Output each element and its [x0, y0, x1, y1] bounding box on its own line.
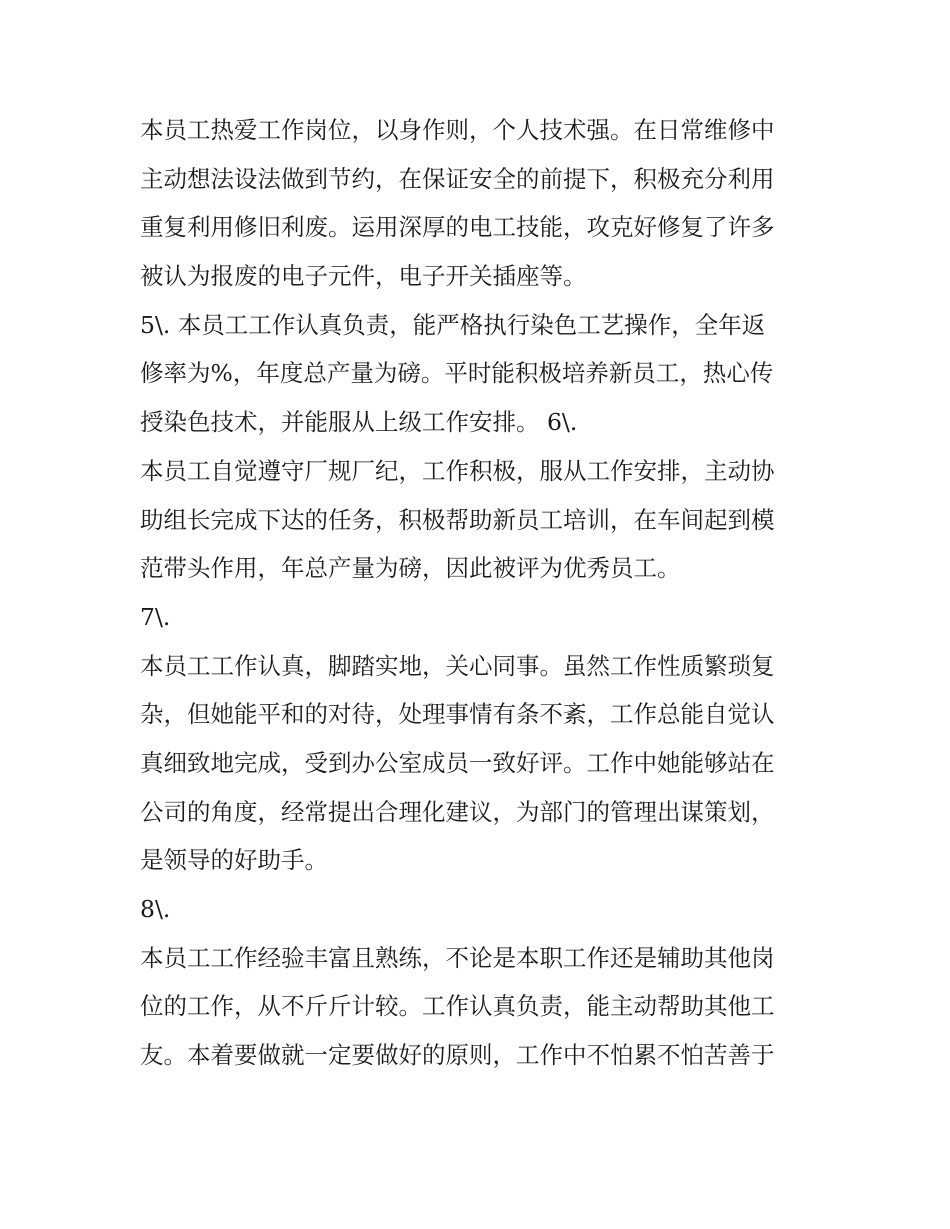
text-line: 范带头作用，年总产量为磅，因此被评为优秀员工。 [140, 554, 681, 583]
text-line: 杂，但她能平和的对待，处理事情有条不紊，工作总能自觉认 [140, 700, 775, 729]
text-line: 位的工作，从不斤斤计较。工作认真负责，能主动帮助其他工 [140, 992, 775, 1021]
section-number: 8\. [140, 895, 171, 923]
text-line: 助组长完成下达的任务，积极帮助新员工培训，在车间起到模 [140, 505, 775, 534]
text-line: 5\. 本员工工作认真负责，能严格执行染色工艺操作，全年返 [140, 310, 766, 339]
text-line: 公司的角度，经常提出合理化建议，为部门的管理出谋策划， [140, 797, 775, 826]
text-line: 本员工自觉遵守厂规厂纪，工作积极，服从工作安排，主动协 [140, 456, 775, 485]
document-body [140, 106, 820, 1080]
text-line: 本员工工作经验丰富且熟练，不论是本职工作还是辅助其他岗 [140, 943, 775, 972]
text-line: 授染色技术，并能服从上级工作安排。 6\. [140, 408, 578, 437]
text-line: 友。本着要做就一定要做好的原则，工作中不怕累不怕苦善于 [140, 1041, 775, 1070]
text-line: 重复利用修旧利废。运用深厚的电工技能，攻克好修复了许多 [140, 213, 775, 242]
text-line: 主动想法设法做到节约，在保证安全的前提下，积极充分利用 [140, 164, 775, 193]
text-line: 真细致地完成，受到办公室成员一致好评。工作中她能够站在 [140, 748, 775, 777]
text-line: 是领导的好助手。 [140, 846, 328, 875]
text-line: 本员工热爱工作岗位，以身作则，个人技术强。在日常维修中 [140, 116, 775, 144]
text-line: 本员工工作认真，脚踏实地，关心同事。虽然工作性质繁琐复 [140, 651, 775, 680]
section-number: 7\. [140, 602, 171, 631]
text-line: 修率为%，年度总产量为磅。平时能积极培养新员工，热心传 [140, 359, 774, 388]
text-line: 被认为报废的电子元件，电子开关插座等。 [140, 262, 587, 291]
